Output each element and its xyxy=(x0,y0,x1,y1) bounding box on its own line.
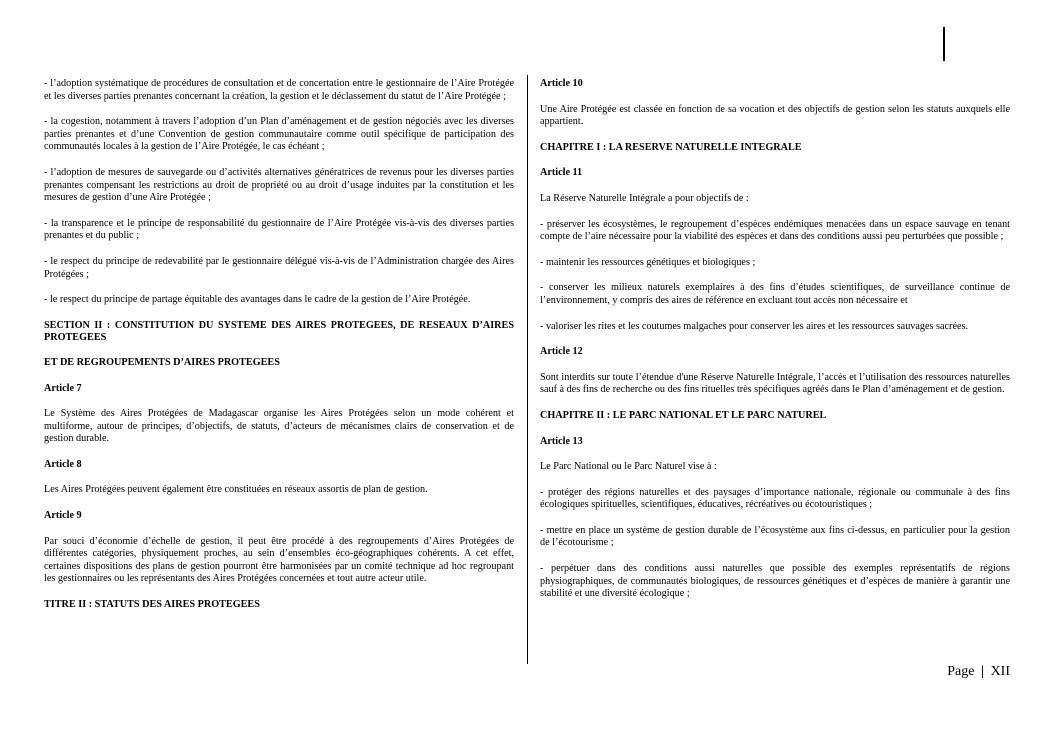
paragraph: - le respect du principe de partage équitable des avantages dans le cadre de la gestion de l’Aire Protégée. xyxy=(44,294,471,306)
paragraph: - maintenir les ressources génétiques et biologiques ; xyxy=(540,256,756,268)
paragraph: - mettre en place un système de gestion durable de l’écosystème aux fins ci-dessus, en particulier pour la gestion de l’écotourisme ; xyxy=(540,524,1010,549)
paragraph: - la cogestion, notamment à travers l’adoption d’un Plan d’aménagement et de gestion négociés avec les diverses parties prenantes et d’une Convention de gestion communautaire comme outil spécifique de participation des communautés locales à la gestion de l’Aire Protégée, le cas échéant ; xyxy=(44,116,514,153)
chapter-heading: CHAPITRE II : LE PARC NATIONAL ET LE PARC NATUREL xyxy=(540,409,827,421)
paragraph: - valoriser les rites et les coutumes malgaches pour conserver les aires et les ressources sauvages sacrées. xyxy=(540,320,968,332)
page-separator: | xyxy=(980,664,985,679)
chapter-heading: CHAPITRE I : LA RESERVE NATURELLE INTEGRALE xyxy=(540,141,802,153)
title-heading: TITRE II : STATUTS DES AIRES PROTEGEES xyxy=(44,599,260,611)
article-heading: Article 12 xyxy=(540,346,583,358)
paragraph: Le Système des Aires Protégées de Madagascar organise les Aires Protégées selon un mode cohérent et multiforme, autour de principes, d’objectifs, de statuts, d’acteurs de mécanismes clairs de conservation et de gestion durable. xyxy=(44,408,514,445)
paragraph: - perpétuer dans des conditions aussi naturelles que possible des exemples représentatifs de régions physiographiques, de communautés biologiques, de ressources génétiques et d’espèces de manière à garantir une stabilité et une diversité écologique ; xyxy=(540,563,1010,600)
paragraph: Sont interdits sur toute l’étendue d'une Réserve Naturelle Intégrale, l’accès et l’utilisation des ressources naturelles sauf à des fins de recherche ou des fins rituelles très spécifiques agréés dans le Plan d’aménagement et de gestion. xyxy=(540,371,1010,396)
paragraph: - le respect du principe de redevabilité par le gestionnaire délégué vis-à-vis de l’Administration chargée des Aires Protégées ; xyxy=(44,255,514,280)
header-mark xyxy=(943,27,945,61)
section-heading: SECTION II : CONSTITUTION DU SYSTEME DES AIRES PROTEGEES, DE RESEAUX D’AIRES PROTEGEES xyxy=(44,319,514,344)
paragraph: Par souci d’économie d’échelle de gestion, il peut être procédé à des regroupements d’Aires Protégées de différentes catégories, physiquement proches, au sein d’ensembles éco-géographiques cohérents. A cet effet, certaines dispositions des plans de gestion pourront être harmonisées par un comité technique ad hoc regroupant les gestionnaires ou les représentants des Aires Protégées concernées et tout autre acteur utile. xyxy=(44,535,514,585)
article-heading: Article 8 xyxy=(44,458,82,470)
paragraph: - protéger des régions naturelles et des paysages d’importance nationale, régionale ou communale à des fins écologiques spirituelles, scientifiques, éducatives, récréatives ou écotouristiques ; xyxy=(540,486,1010,511)
page-label: Page xyxy=(947,664,975,679)
paragraph: Les Aires Protégées peuvent également être constituées en réseaux assortis de plan de gestion. xyxy=(44,484,428,496)
paragraph: - l’adoption systématique de procédures de consultation et de concertation entre le gestionnaire de l’Aire Protégée et les diverses parties prenantes concernant la création, la gestion et le déclassement du statut de l’Aire Protégée ; xyxy=(44,78,514,102)
paragraph: Le Parc National ou le Parc Naturel vise à : xyxy=(540,461,717,473)
article-heading: Article 9 xyxy=(44,510,82,522)
article-heading: Article 7 xyxy=(44,382,82,394)
page-number: XII xyxy=(990,664,1010,679)
paragraph: - l’adoption de mesures de sauvegarde ou d’activités alternatives génératrices de revenus pour les diverses parties prenantes compensant les restrictions au droit de propriété ou au droit d’usage induites par la constitution et les mesures de gestion d’une Aire Protégée ; xyxy=(44,166,514,204)
paragraph: - préserver les écosystèmes, le regroupement d’espèces endémiques menacées dans un espace sauvage en tenant compte de l’aire nécessaire pour la viabilité des espèces et dans des conditions aussi peu perturbées que possible ; xyxy=(540,218,1010,243)
column-divider xyxy=(527,75,528,664)
article-heading: Article 13 xyxy=(540,435,583,447)
section-heading: ET DE REGROUPEMENTS D’AIRES PROTEGEES xyxy=(44,356,280,368)
paragraph: La Réserve Naturelle Intégrale a pour objectifs de : xyxy=(540,192,749,204)
article-heading: Article 11 xyxy=(540,167,583,179)
paragraph: - la transparence et le principe de responsabilité du gestionnaire de l’Aire Protégée vis-à-vis des diverses parties prenantes et du public ; xyxy=(44,217,514,242)
article-heading: Article 10 xyxy=(540,78,583,89)
paragraph: - conserver les milieux naturels exemplaires à des fins d’études scientifiques, de surveillance continue de l’environnement, y compris des aires de référence en excluant tout accès non nécessaire et xyxy=(540,282,1010,306)
right-column xyxy=(540,78,1010,601)
left-column xyxy=(44,78,514,612)
paragraph: Une Aire Protégée est classée en fonction de sa vocation et des objectifs de gestion selon les statuts auxquels elle appartient. xyxy=(540,103,1010,128)
page-footer xyxy=(947,664,1010,680)
